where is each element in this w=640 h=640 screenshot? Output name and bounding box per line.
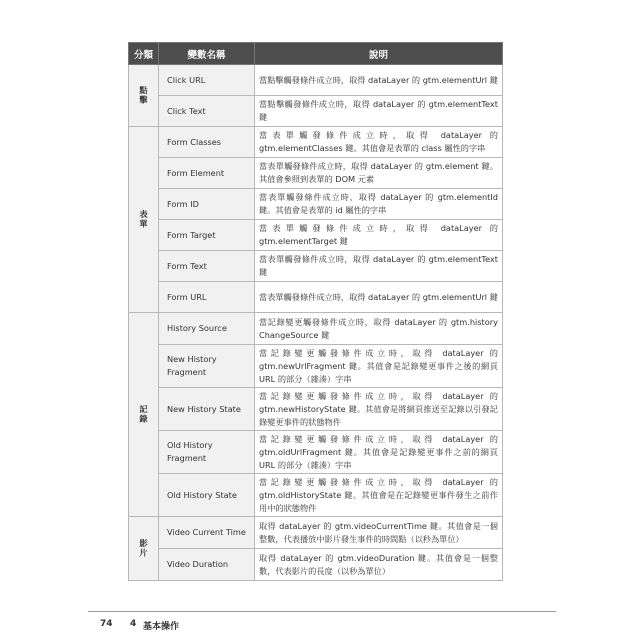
table-row — [129, 251, 503, 282]
header-description: 說明 — [255, 43, 503, 65]
variable-name-cell: New History Fragment — [159, 345, 255, 388]
description-cell: 當表單觸發條件成立時，取得 dataLayer 的 gtm.elementId 鍵。其值會是表單的 id 屬性的字串 — [255, 189, 503, 220]
page-number: 74 — [100, 619, 113, 629]
variable-name-cell: Click Text — [159, 96, 255, 127]
variable-name-cell: New History State — [159, 388, 255, 431]
description-cell: 當點擊觸發條件成立時，取得 dataLayer 的 gtm.elementUrl 鍵 — [255, 65, 503, 96]
variable-name-cell: Old History Fragment — [159, 431, 255, 474]
chapter-number: 4 — [130, 619, 137, 629]
description-cell: 當表單觸發條件成立時，取得 dataLayer 的 gtm.elementText 鍵 — [255, 251, 503, 282]
table-row — [129, 474, 503, 517]
variable-name-cell: Form ID — [159, 189, 255, 220]
description-cell: 當記錄變更觸發條件成立時，取得 dataLayer 的 gtm.newHistoryState 鍵。其值會是將網頁推送至記錄以引發記錄變更事件的狀態物件 — [255, 388, 503, 431]
table-row — [129, 65, 503, 96]
chapter-title: 基本操作 — [143, 622, 180, 632]
table-row — [129, 220, 503, 251]
category-cell: 記錄 — [129, 313, 159, 517]
table-row — [129, 549, 503, 581]
variable-name-cell: Form Text — [159, 251, 255, 282]
description-cell: 取得 dataLayer 的 gtm.videoDuration 鍵。其值會是一個整數，代表影片的長度（以秒為單位） — [255, 549, 503, 581]
table-row — [129, 282, 503, 313]
table-row — [129, 517, 503, 549]
footer-divider — [88, 611, 556, 612]
variables-table — [128, 42, 503, 581]
table-row — [129, 345, 503, 388]
table-row — [129, 431, 503, 474]
description-cell: 當表單觸發條件成立時，取得 dataLayer 的 gtm.element 鍵。其值會參照到表單的 DOM 元素 — [255, 158, 503, 189]
table-row — [129, 388, 503, 431]
category-cell: 點擊 — [129, 65, 159, 127]
variable-name-cell: Old History State — [159, 474, 255, 517]
header-variable-name: 變數名稱 — [159, 43, 255, 65]
table-row — [129, 158, 503, 189]
variable-name-cell: Video Duration — [159, 549, 255, 581]
header-category: 分類 — [129, 43, 159, 65]
description-cell: 當表單觸發條件成立時，取得 dataLayer 的 gtm.elementClasses 鍵。其值會是表單的 class 屬性的字串 — [255, 127, 503, 158]
table-row — [129, 313, 503, 345]
table-header-row — [129, 43, 503, 65]
variable-name-cell: Form Element — [159, 158, 255, 189]
table-row — [129, 189, 503, 220]
variable-name-cell: Form Classes — [159, 127, 255, 158]
table-row — [129, 127, 503, 158]
table-row — [129, 96, 503, 127]
description-cell: 當記錄變更觸發條件成立時，取得 dataLayer 的 gtm.oldUrlFragment 鍵。其值會是記錄變更事件之前的網頁 URL 的部分（雜湊）字串 — [255, 431, 503, 474]
variable-name-cell: Click URL — [159, 65, 255, 96]
description-cell: 當記錄變更觸發條件成立時，取得 dataLayer 的 gtm.newUrlFragment 鍵。其值會是記錄變更事件之後的網頁 URL 的部分（雜湊）字串 — [255, 345, 503, 388]
description-cell: 當表單觸發條件成立時，取得 dataLayer 的 gtm.elementTarget 鍵 — [255, 220, 503, 251]
description-cell: 當記錄變更觸發條件成立時，取得 dataLayer 的 gtm.history ChangeSource 鍵 — [255, 313, 503, 345]
description-cell: 當點擊觸發條件成立時，取得 dataLayer 的 gtm.elementText 鍵 — [255, 96, 503, 127]
description-cell: 當表單觸發條件成立時，取得 dataLayer 的 gtm.elementUrl 鍵 — [255, 282, 503, 313]
category-cell: 影片 — [129, 517, 159, 581]
category-cell: 表單 — [129, 127, 159, 313]
description-cell: 當記錄變更觸發條件成立時，取得 dataLayer 的 gtm.oldHistoryState 鍵。其值會是在記錄變更事件發生之前作用中的狀態物件 — [255, 474, 503, 517]
variable-name-cell: Video Current Time — [159, 517, 255, 549]
variable-name-cell: Form Target — [159, 220, 255, 251]
description-cell: 取得 dataLayer 的 gtm.videoCurrentTime 鍵。其值會是一個整數，代表播放中影片發生事件的時間點（以秒為單位） — [255, 517, 503, 549]
variable-name-cell: Form URL — [159, 282, 255, 313]
variable-name-cell: History Source — [159, 313, 255, 345]
